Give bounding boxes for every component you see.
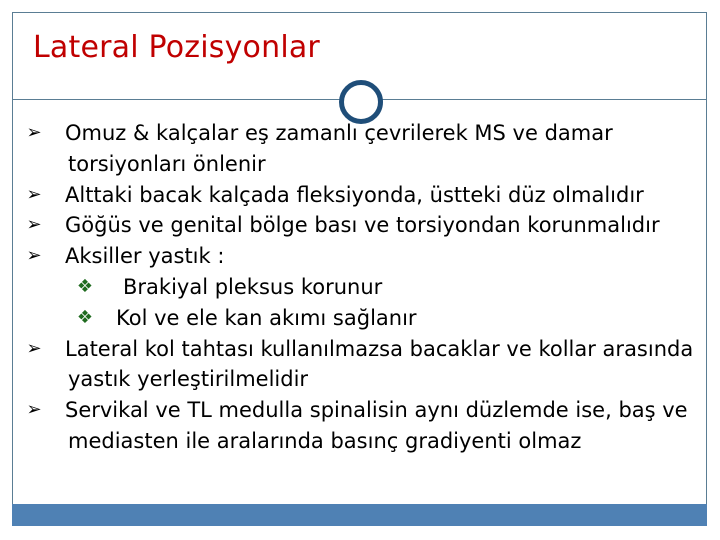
bullet-text: Göğüs ve genital bölge bası ve torsiyondan korunmalıdır bbox=[65, 213, 660, 238]
bullet-text: Servikal ve TL medulla spinalisin aynı düzlemde ise, baş ve bbox=[65, 398, 688, 423]
sub-bullet-text: Kol ve ele kan akımı sağlanır bbox=[116, 305, 417, 330]
arrow-bullet-icon: ➢ bbox=[26, 122, 42, 143]
bullet-list bbox=[23, 118, 713, 457]
diamond-bullet-icon: ❖ bbox=[76, 306, 94, 328]
footer-bar bbox=[12, 504, 707, 526]
list-item bbox=[23, 210, 713, 241]
bullet-text: mediasten ile aralarında basınç gradiyenti olmaz bbox=[68, 428, 582, 453]
bullet-text: Lateral kol tahtası kullanılmazsa bacaklar ve kollar arasında bbox=[65, 336, 694, 361]
list-item bbox=[23, 180, 713, 211]
list-item bbox=[23, 395, 713, 426]
slide-title: Lateral Pozisyonlar bbox=[33, 30, 320, 65]
diamond-bullet-icon: ❖ bbox=[76, 275, 94, 297]
arrow-bullet-icon: ➢ bbox=[26, 183, 42, 205]
sub-list-item bbox=[23, 303, 713, 334]
arrow-bullet-icon: ➢ bbox=[26, 399, 42, 421]
list-item-continuation bbox=[23, 426, 713, 457]
sub-bullet-text: Brakiyal pleksus korunur bbox=[123, 274, 383, 299]
bullet-text: Alttaki bacak kalçada fleksiyonda, üstteki düz olmalıdır bbox=[65, 182, 644, 207]
sub-list-item bbox=[23, 272, 713, 303]
bullet-text: torsiyonları önlenir bbox=[68, 151, 266, 176]
bullet-text: yastık yerleştirilmelidir bbox=[68, 367, 309, 392]
arrow-bullet-icon: ➢ bbox=[26, 245, 42, 267]
arrow-bullet-icon: ➢ bbox=[26, 337, 42, 359]
list-item-continuation bbox=[23, 149, 713, 180]
list-item bbox=[23, 241, 713, 272]
bullet-text: Aksiller yastık : bbox=[65, 244, 225, 269]
list-item-continuation bbox=[23, 364, 713, 395]
list-item bbox=[23, 334, 713, 365]
bullet-text: Omuz & kalçalar eş zamanlı çevrilerek MS ve damar bbox=[65, 121, 613, 145]
list-item bbox=[23, 118, 713, 149]
arrow-bullet-icon: ➢ bbox=[26, 214, 42, 236]
